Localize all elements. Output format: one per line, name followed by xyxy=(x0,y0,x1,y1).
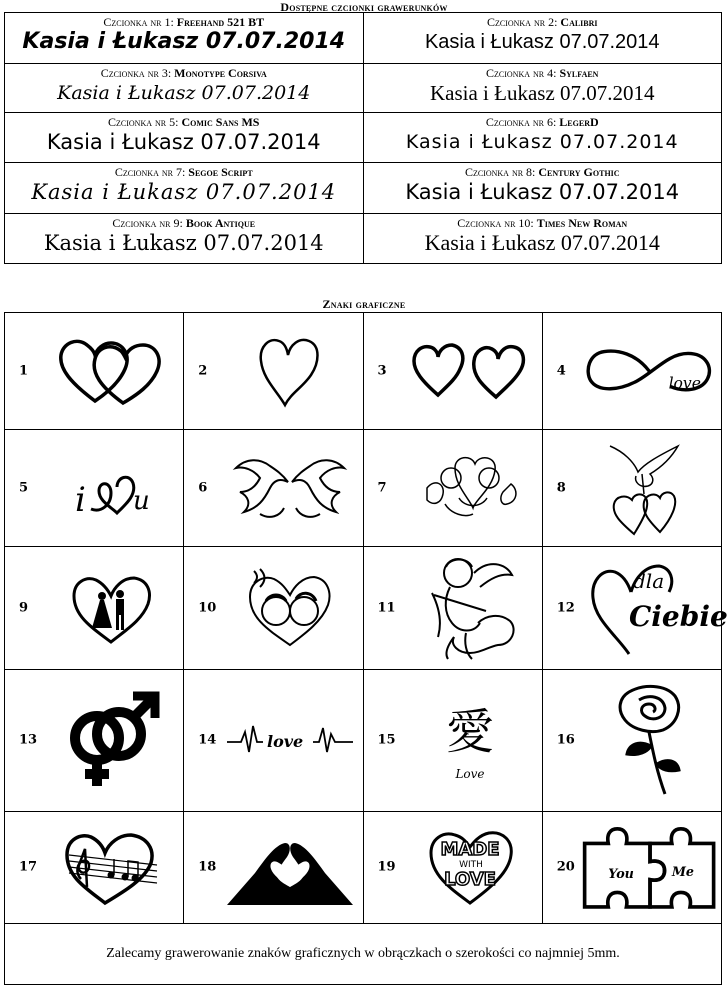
font-name: Times New Roman xyxy=(536,216,628,230)
font-sample: Kasia i Łukasz 07.07.2014 xyxy=(405,131,679,153)
glyph-number: 13 xyxy=(19,732,38,748)
double-hearts-icon xyxy=(51,331,171,411)
font-number-label: Czcionka nr 9: xyxy=(112,216,183,230)
glyph-cell-20 xyxy=(542,811,721,923)
font-sample: Kasia i Łukasz 07.07.2014 xyxy=(424,230,660,255)
ciebie-text: Ciebie xyxy=(628,599,728,633)
made-with-love-heart-icon xyxy=(425,827,515,907)
glyph-number: 11 xyxy=(377,600,396,616)
glyph-cell-12 xyxy=(542,547,728,669)
font-number-label: Czcionka nr 8: xyxy=(464,165,536,179)
love-text: LOVE xyxy=(443,869,496,891)
kanji-text: 愛 xyxy=(445,704,494,761)
i-love-u-icon xyxy=(61,453,161,523)
font-sample: Kasia i Łukasz 07.07.2014 xyxy=(43,231,324,255)
heartbeat-love-icon xyxy=(225,720,355,760)
glyph-number: 20 xyxy=(556,859,575,875)
glyph-number: 15 xyxy=(377,732,396,748)
font-name: Book Antique xyxy=(185,216,256,230)
font-number-label: Czcionka nr 5: xyxy=(108,115,179,129)
you-text: You xyxy=(608,866,634,882)
dove-with-hearts-icon xyxy=(604,438,694,538)
glyph-number: 2 xyxy=(198,363,208,379)
font-name: Century Gothic xyxy=(538,165,620,179)
glyph-number: 14 xyxy=(198,732,217,748)
font-sample: Kasia i Łukasz 07.07.2014 xyxy=(31,180,337,204)
glyph-cell-19 xyxy=(363,811,542,923)
me-text: Me xyxy=(671,864,694,880)
font-name: Segoe Script xyxy=(188,165,253,179)
glyph-cell-18 xyxy=(184,811,363,923)
font-number-label: Czcionka nr 2: xyxy=(486,15,558,29)
fonts-table xyxy=(4,12,722,264)
font-cell-3 xyxy=(5,64,364,113)
hands-heart-icon xyxy=(225,829,355,905)
glyph-number: 6 xyxy=(198,480,208,496)
music-heart-icon xyxy=(61,827,161,907)
glyph-cell-1 xyxy=(5,313,184,430)
font-sample: Kasia i Łukasz 07.07.2014 xyxy=(405,180,680,204)
rose-icon xyxy=(609,682,689,798)
glyph-cell-3 xyxy=(363,313,542,430)
glyph-number: 19 xyxy=(377,859,396,875)
angels-with-dove-icon xyxy=(415,448,525,528)
infinity-love-text: love xyxy=(668,374,701,393)
glyph-number: 12 xyxy=(556,600,575,616)
font-number-label: Czcionka nr 7: xyxy=(114,165,186,179)
font-sample: Kasia i Łukasz 07.07.2014 xyxy=(22,29,346,54)
font-cell-10 xyxy=(363,214,722,264)
glyph-cell-4 xyxy=(542,313,721,430)
dla-text: dla xyxy=(632,568,664,593)
font-name: Monotype Corsiva xyxy=(174,66,267,80)
font-cell-9 xyxy=(5,214,364,264)
font-cell-1 xyxy=(5,13,364,64)
glyph-number: 17 xyxy=(19,859,38,875)
glyph-cell-5 xyxy=(5,430,184,547)
glyph-number: 7 xyxy=(377,480,387,496)
glyph-number: 18 xyxy=(198,859,217,875)
glyph-number: 1 xyxy=(19,363,29,379)
glyph-cell-11 xyxy=(363,547,542,669)
font-name: Comic Sans MS xyxy=(181,115,260,129)
font-cell-6 xyxy=(363,113,722,163)
glyph-cell-2 xyxy=(184,313,363,430)
glyphs-section-title: Znaki graficzne xyxy=(322,297,406,311)
font-number-label: Czcionka nr 6: xyxy=(485,115,557,129)
infinity-love-icon xyxy=(581,341,717,401)
puzzle-you-me-icon xyxy=(581,817,717,917)
glyphs-table xyxy=(4,312,728,985)
heart-outline-icon xyxy=(255,331,325,411)
glyph-cell-10 xyxy=(184,547,363,669)
kissing-kids-heart-icon xyxy=(240,565,340,651)
with-text: WITH xyxy=(458,860,483,871)
glyph-cell-14 xyxy=(184,669,363,811)
glyph-cell-9 xyxy=(5,547,184,669)
glyph-number: 9 xyxy=(19,600,29,616)
font-cell-4 xyxy=(363,64,722,113)
glyph-number: 8 xyxy=(556,480,566,496)
glyph-number: 10 xyxy=(198,600,217,616)
font-name: Freehand 521 BT xyxy=(176,15,265,29)
font-cell-5 xyxy=(5,113,364,163)
wedding-couple-heart-icon xyxy=(66,570,156,646)
font-sample: Kasia i Łukasz 07.07.2014 xyxy=(424,31,660,53)
glyph-number: 3 xyxy=(377,363,387,379)
kanji-love-icon xyxy=(430,690,510,790)
glyph-number: 4 xyxy=(556,363,566,379)
font-name: Sylfaen xyxy=(559,66,599,80)
font-sample: Kasia i Łukasz 07.07.2014 xyxy=(57,82,311,104)
two-hearts-icon xyxy=(410,341,530,401)
glyph-number: 16 xyxy=(556,732,575,748)
cupid-icon xyxy=(420,553,520,663)
glyph-cell-8 xyxy=(542,430,721,547)
heartbeat-love-text: love xyxy=(267,732,304,752)
i-letter-text: i xyxy=(75,480,86,521)
kanji-love-text: Love xyxy=(455,767,485,782)
kissing-doves-icon xyxy=(230,448,350,528)
glyph-cell-6 xyxy=(184,430,363,547)
glyph-cell-17 xyxy=(5,811,184,923)
font-cell-2 xyxy=(363,13,722,64)
font-cell-8 xyxy=(363,163,722,214)
glyph-cell-16 xyxy=(542,669,721,811)
font-sample: Kasia i Łukasz 07.07.2014 xyxy=(46,130,321,154)
made-text: MADE xyxy=(440,839,500,861)
font-name: LegerD xyxy=(559,115,599,129)
u-letter-text: u xyxy=(133,486,150,517)
font-cell-7 xyxy=(5,163,364,214)
font-number-label: Czcionka nr 10: xyxy=(457,216,534,230)
fonts-section-title: Dostępne czcionki grawerunków xyxy=(280,0,448,14)
font-number-label: Czcionka nr 3: xyxy=(100,66,172,80)
font-number-label: Czcionka nr 4: xyxy=(486,66,557,80)
glyph-number: 5 xyxy=(19,480,29,496)
glyph-cell-13 xyxy=(5,669,184,811)
glyph-cell-7 xyxy=(363,430,542,547)
dla-ciebie-heart-icon xyxy=(589,558,728,658)
font-name: Calibri xyxy=(560,15,598,29)
font-sample: Kasia i Łukasz 07.07.2014 xyxy=(429,81,655,105)
glyph-cell-15 xyxy=(363,669,542,811)
font-number-label: Czcionka nr 1: xyxy=(103,15,174,29)
recommendation-note: Zalecamy grawerowanie znaków graficznych w obrączkach o szerokości co najmniej 5mm. xyxy=(5,923,722,984)
gender-symbols-icon xyxy=(61,690,161,790)
